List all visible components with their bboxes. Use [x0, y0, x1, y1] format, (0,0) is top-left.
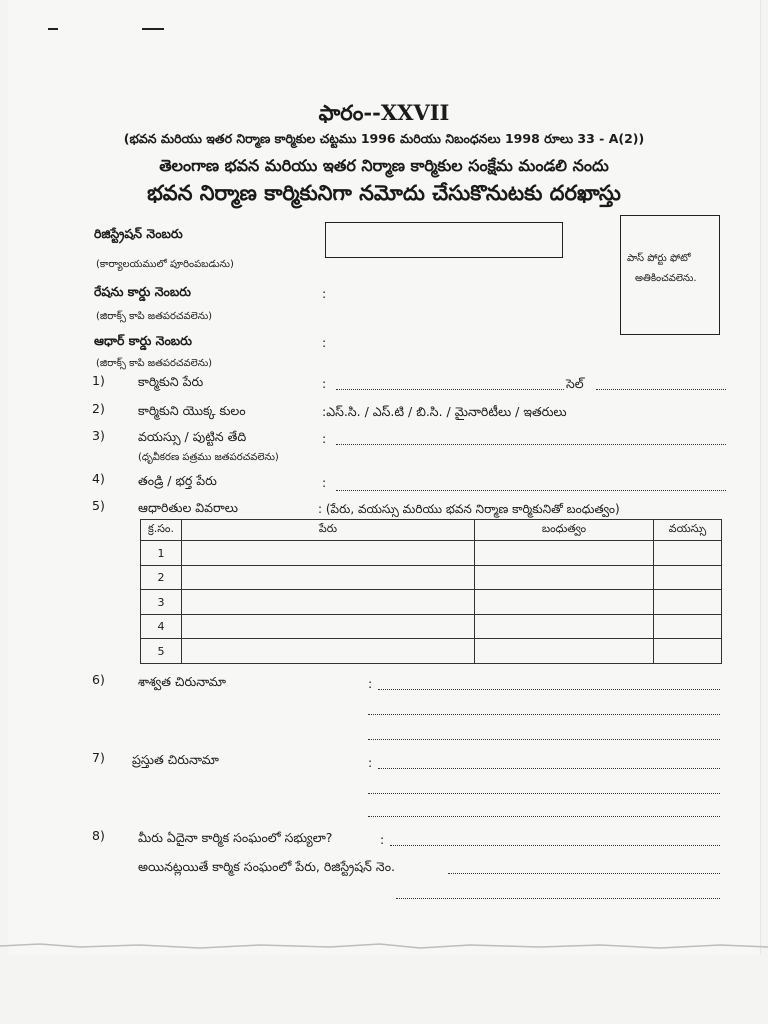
union-member-field[interactable] — [390, 845, 720, 846]
age-cell[interactable] — [654, 614, 722, 639]
col-header-name: పేరు — [182, 520, 475, 541]
torn-edge — [0, 940, 768, 954]
permanent-address-line-2[interactable] — [368, 714, 720, 715]
registration-label: రిజిస్ట్రేషన్ నెంబరు — [94, 226, 183, 241]
relation-cell[interactable] — [475, 614, 654, 639]
photo-text-1: పాస్ పోర్టు ఫోటో — [627, 253, 691, 264]
ration-label: రేషను కార్డు నెంబరు — [94, 284, 191, 299]
item-number: 4) — [92, 471, 105, 486]
relation-cell[interactable] — [475, 590, 654, 615]
table-row — [141, 590, 722, 615]
registration-note: (కార్యాలయములో పూరింపబడును) — [96, 259, 234, 270]
permanent-address-label: శాశ్వత చిరునామా — [138, 674, 227, 689]
caste-label: కార్మికుని యొక్క కులం — [138, 403, 246, 418]
worker-name-field[interactable] — [336, 389, 564, 390]
photo-text-2: అతికించవలెను. — [635, 273, 697, 284]
table-header-row — [141, 520, 722, 541]
colon: : — [322, 431, 327, 446]
scan-mark — [142, 28, 164, 30]
aadhar-label: ఆధార్ కార్డు నెంబరు — [94, 333, 192, 348]
colon: : — [368, 676, 373, 691]
name-cell[interactable] — [182, 590, 475, 615]
name-cell[interactable] — [182, 614, 475, 639]
registration-number-box[interactable] — [325, 222, 563, 258]
union-name-field[interactable] — [448, 873, 720, 874]
dependents-note: : (పేరు, వయస్సు మరియు భవన నిర్మాణ కార్మికునితో బంధుత్వం) — [318, 502, 620, 516]
permanent-address-line-1[interactable] — [378, 689, 720, 690]
col-header-age: వయస్సు — [654, 520, 722, 541]
serial-cell: 2 — [141, 565, 182, 590]
photo-box[interactable] — [620, 215, 720, 335]
board-line: తెలంగాణ భవన మరియు ఇతర నిర్మాణ కార్మికుల సంక్షేమ మండలి నందు — [159, 156, 609, 175]
current-address-line-3[interactable] — [368, 816, 720, 817]
item-number: 3) — [92, 428, 105, 443]
form-heading: భవన నిర్మాణ కార్మికునిగా నమోదు చేసుకొనుటకు దరఖాస్తు — [147, 180, 621, 205]
colon: : — [368, 755, 373, 770]
ration-note: (జిరాక్స్ కాపి జతపరచవలెను) — [96, 311, 213, 322]
age-dob-field[interactable] — [336, 444, 726, 445]
relation-cell[interactable] — [475, 541, 654, 566]
cell-number-field[interactable] — [596, 389, 726, 390]
age-dob-label: వయస్సు / పుట్టిన తేది — [138, 429, 247, 444]
scan-mark — [48, 28, 58, 30]
caste-options[interactable]: :ఎస్.సి. / ఎస్.టి / బి.సి. / మైనారిటీలు / ఇతరులు — [322, 404, 567, 419]
age-cell[interactable] — [654, 639, 722, 664]
colon: : — [322, 376, 327, 391]
age-cell[interactable] — [654, 541, 722, 566]
permanent-address-line-3[interactable] — [368, 739, 720, 740]
union-member-label: మీరు ఏదైనా కార్మిక సంఘంలో సభ్యులా? — [138, 830, 333, 845]
item-number: 7) — [92, 750, 105, 765]
aadhar-colon: : — [322, 335, 327, 350]
age-cell[interactable] — [654, 565, 722, 590]
dependents-label: ఆధారితుల వివరాలు — [138, 500, 238, 515]
item-number: 6) — [92, 672, 105, 687]
current-address-line-2[interactable] — [368, 793, 720, 794]
worker-name-label: కార్మికుని పేరు — [138, 374, 204, 389]
colon: : — [380, 832, 385, 847]
col-header-serial: క్ర.సం. — [141, 520, 182, 541]
name-cell[interactable] — [182, 639, 475, 664]
name-cell[interactable] — [182, 541, 475, 566]
table-row — [141, 614, 722, 639]
item-number: 2) — [92, 401, 105, 416]
serial-cell: 1 — [141, 541, 182, 566]
union-name-field-2[interactable] — [396, 898, 720, 899]
col-header-relation: బంధుత్వం — [475, 520, 654, 541]
item-number: 5) — [92, 498, 105, 513]
table-row — [141, 639, 722, 664]
ration-colon: : — [322, 286, 327, 301]
serial-cell: 4 — [141, 614, 182, 639]
name-cell[interactable] — [182, 565, 475, 590]
table-row — [141, 565, 722, 590]
current-address-label: ప్రస్తుత చిరునామా — [132, 752, 219, 767]
father-husband-label: తండ్రి / భర్త పేరు — [138, 473, 217, 488]
table-row — [141, 541, 722, 566]
dependents-table — [140, 519, 722, 664]
item-number: 1) — [92, 373, 105, 388]
form-subtitle: (భవన మరియు ఇతర నిర్మాణ కార్మికుల చట్టము 1996 మరియు నిబంధనలు 1998 రూలు 33 - A(2)) — [123, 131, 645, 146]
cell-label: సెల్ — [566, 376, 584, 391]
current-address-line-1[interactable] — [378, 768, 720, 769]
father-husband-field[interactable] — [336, 490, 726, 491]
serial-cell: 5 — [141, 639, 182, 664]
union-name-label: అయినట్లయితే కార్మిక సంఘంలో పేరు, రిజిస్ట్రేషన్ నెం. — [138, 859, 396, 874]
form-title: ఫారం--XXVII — [318, 100, 450, 125]
relation-cell[interactable] — [475, 565, 654, 590]
item-number: 8) — [92, 828, 105, 843]
age-dob-note: (ధృవీకరణ పత్రము జతపరచవలెను) — [138, 452, 279, 463]
serial-cell: 3 — [141, 590, 182, 615]
aadhar-note: (జిరాక్స్ కాపి జతపరచవలెను) — [96, 358, 213, 369]
colon: : — [322, 475, 327, 490]
age-cell[interactable] — [654, 590, 722, 615]
relation-cell[interactable] — [475, 639, 654, 664]
